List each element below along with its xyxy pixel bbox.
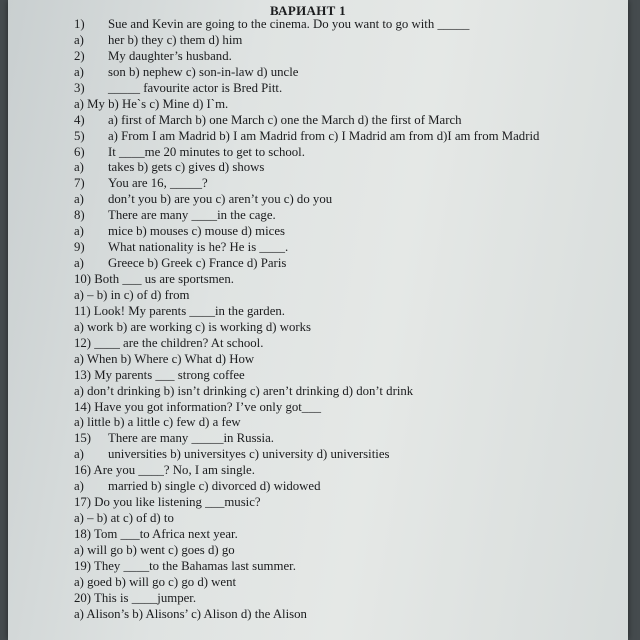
item-text: a) My b) He`s c) Mine d) I`m.	[74, 96, 229, 111]
item-number: a)	[74, 256, 84, 271]
item-number: 8)	[74, 208, 85, 223]
item-text: a) goed b) will go c) go d) went	[74, 574, 237, 589]
answer-options-line	[8, 97, 628, 113]
item-text: You are 16, _____?	[108, 176, 208, 191]
item-text: a) – b) at c) of d) to	[74, 511, 174, 526]
item-number: a)	[74, 447, 84, 462]
answer-options-line	[8, 320, 628, 336]
question-line	[8, 81, 628, 97]
item-text: 13) My parents ___ strong coffee	[74, 367, 245, 382]
question-line	[8, 559, 628, 575]
item-number: 2)	[74, 48, 85, 63]
item-text: Greece b) Greek c) France d) Paris	[108, 256, 287, 271]
question-line	[8, 304, 628, 320]
item-text: 19) They ____to the Bahamas last summer.	[74, 558, 296, 573]
item-number: 15)	[74, 431, 92, 446]
answer-options-line	[8, 384, 628, 400]
item-text: a) When b) Where c) What d) How	[74, 351, 255, 366]
worksheet-page	[8, 0, 628, 640]
question-line	[8, 463, 628, 479]
item-text: son b) nephew c) son-in-law d) uncle	[108, 64, 299, 79]
answer-options-line	[8, 352, 628, 368]
item-text: Sue and Kevin are going to the cinema. Do you want to go with _____	[108, 17, 470, 31]
answer-options-line	[8, 160, 628, 176]
item-text: There are many _____in Russia.	[108, 431, 274, 446]
item-text: 10) Both ___ us are sportsmen.	[74, 272, 234, 286]
item-text: a) From I am Madrid b) I am Madrid from c) I Madrid am from d)I am from Madrid	[108, 128, 540, 143]
item-text: 20) This is ____jumper.	[74, 590, 197, 605]
item-text: My daughter’s husband.	[108, 48, 232, 63]
item-text: don’t you b) are you c) aren’t you c) do you	[108, 192, 333, 207]
item-text: a) – b) in c) of d) from	[74, 287, 190, 302]
answer-options-line	[8, 511, 628, 527]
item-text: 16) Are you ____? No, I am single.	[74, 463, 255, 478]
question-line	[8, 495, 628, 511]
item-text: There are many ____in the cage.	[108, 208, 276, 223]
item-text: 12) ____ are the children? At school.	[74, 335, 264, 350]
item-number: a)	[74, 32, 84, 47]
item-text: married b) single c) divorced d) widowed	[108, 479, 321, 494]
item-text: mice b) mouses c) mouse d) mices	[108, 224, 285, 239]
item-number: a)	[74, 192, 84, 207]
item-text: _____ favourite actor is Bred Pitt.	[108, 80, 283, 95]
answer-options-line	[8, 575, 628, 591]
item-text: a) first of March b) one March c) one the March d) the first of March	[108, 112, 462, 127]
item-number: a)	[74, 224, 84, 239]
item-text: a) work b) are working c) is working d) works	[74, 319, 312, 334]
item-text: her b) they c) them d) him	[108, 32, 243, 47]
answer-options-line	[8, 256, 628, 272]
item-number: 6)	[74, 144, 85, 159]
item-text: takes b) gets c) gives d) shows	[108, 160, 265, 175]
item-text: 11) Look! My parents ____in the garden.	[74, 303, 285, 318]
answer-options-line	[8, 447, 628, 463]
item-text: 18) Tom ___to Africa next year.	[74, 527, 238, 541]
answer-options-line	[8, 288, 628, 304]
question-line	[8, 17, 628, 33]
page-title: ВАРИАНТ 1	[270, 3, 346, 18]
item-text: It ____me 20 minutes to get to school.	[108, 144, 305, 159]
item-text: 14) Have you got information? I’ve only got___	[74, 399, 321, 414]
item-number: a)	[74, 160, 84, 175]
item-number: 1)	[74, 17, 85, 31]
question-line	[8, 591, 628, 607]
question-line	[8, 240, 628, 256]
question-line	[8, 336, 628, 352]
item-text: What nationality is he? He is ____.	[108, 240, 289, 255]
item-number: a)	[74, 64, 84, 79]
answer-options-line	[8, 33, 628, 49]
question-line	[8, 49, 628, 65]
answer-options-line	[8, 479, 628, 495]
item-number: 4)	[74, 112, 85, 127]
question-line	[8, 208, 628, 224]
answer-options-line	[8, 415, 628, 431]
answer-options-line	[8, 65, 628, 81]
item-text: a) will go b) went c) goes d) go	[74, 542, 235, 557]
item-text: a) don’t drinking b) isn’t drinking c) aren’t drinking d) don’t drink	[74, 383, 414, 398]
item-text: universities b) universityes c) university d) universities	[108, 447, 390, 462]
question-line	[8, 368, 628, 384]
item-number: 3)	[74, 80, 85, 95]
question-line	[8, 431, 628, 447]
question-line	[8, 145, 628, 161]
question-line	[8, 176, 628, 192]
question-line	[8, 527, 628, 543]
answer-options-line	[8, 543, 628, 559]
item-number: 5)	[74, 128, 85, 143]
item-number: 7)	[74, 176, 85, 191]
question-line	[8, 400, 628, 416]
answer-options-line	[8, 129, 628, 145]
item-text: a) little b) a little c) few d) a few	[74, 415, 241, 430]
item-text: 17) Do you like listening ___music?	[74, 495, 261, 510]
item-text: a) Alison’s b) Alisons’ c) Alison d) the Alison	[74, 606, 307, 621]
question-list	[8, 17, 628, 623]
item-number: a)	[74, 479, 84, 494]
question-line	[8, 272, 628, 288]
answer-options-line	[8, 192, 628, 208]
answer-options-line	[8, 224, 628, 240]
answer-options-line	[8, 607, 628, 623]
answer-options-line	[8, 113, 628, 129]
item-number: 9)	[74, 240, 85, 255]
